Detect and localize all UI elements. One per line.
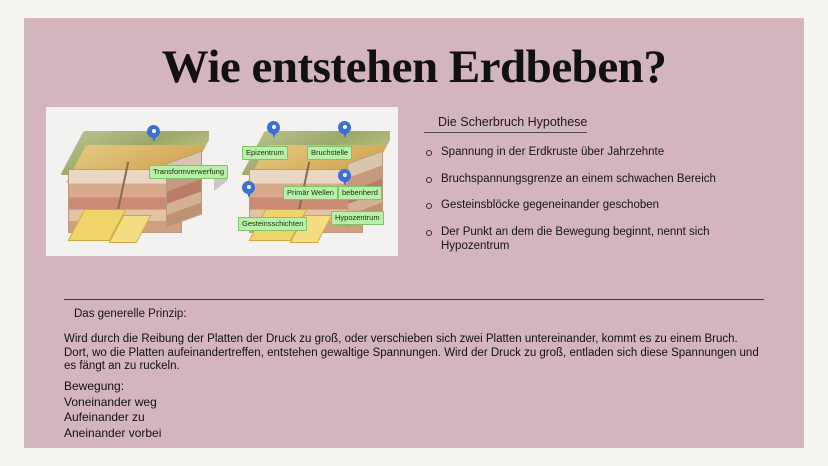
- hypothesis-bullet-1: Spannung in der Erdkruste über Jahrzehnte: [424, 145, 754, 160]
- hypothesis-bullet-3: Gesteinsblöcke gegeneinander geschoben: [424, 198, 754, 213]
- pin-tip: [246, 190, 252, 198]
- pin-tip: [151, 134, 157, 142]
- slide: [24, 18, 804, 448]
- pin-bruchstelle-icon: [338, 121, 351, 139]
- movement-item-3: Aneinander vorbei: [64, 425, 162, 440]
- page-title: Wie entstehen Erdbeben?: [161, 41, 667, 93]
- movement-item-2: Aufeinander zu: [64, 410, 145, 424]
- pin-tip: [342, 130, 348, 138]
- label-hypozentrum: Hypozentrum: [331, 211, 384, 225]
- hypothesis-heading: Die Scherbruch Hypothese: [424, 115, 587, 133]
- rock-strata-side-left: [166, 150, 202, 227]
- principle-body-text: Wird durch die Reibung der Platten der Druck zu groß, oder verschieben sich zwei Platten untereinander, kommt es zu einem Bruch. Dort, wo die Platten aufeinandertreffen, entstehen gewaltige Spannungen. Wird der Druck zu groß, entladen sich diese Spannungen und es fängt an zu ruckeln.: [64, 333, 759, 372]
- label-epizentrum: Epizentrum: [242, 146, 288, 160]
- pin-tip: [342, 178, 348, 186]
- label-bruchstelle: Bruchstelle: [307, 146, 352, 160]
- hypothesis-section: [424, 113, 754, 254]
- earthquake-diagram-image: [46, 107, 398, 256]
- principle-heading: Das generelle Prinzip:: [74, 308, 187, 320]
- movement-list: [64, 379, 464, 441]
- pin-epizentrum-icon: [267, 121, 280, 139]
- hypothesis-bullet-4: Der Punkt an dem die Bewegung beginnt, nennt sich Hypozentrum: [424, 225, 754, 254]
- pin-tip: [271, 130, 277, 138]
- pin-dot: [152, 129, 156, 133]
- pin-gesteinsschichten-icon: [242, 181, 255, 199]
- label-transformverwerfung: Transformverwerfung: [149, 165, 228, 179]
- pin-bebenherd-icon: [338, 169, 351, 187]
- label-primaer-wellen: Primär Wellen: [283, 186, 338, 200]
- section-divider: [64, 299, 764, 300]
- hypothesis-bullet-2: Bruchspannungsgrenze an einem schwachen Bereich: [424, 172, 754, 187]
- pin-dot: [247, 185, 251, 189]
- block-diagram-before: [54, 117, 209, 245]
- movement-item-1: Voneinander weg: [64, 394, 157, 409]
- label-gesteinsschichten: Gesteinsschichten: [238, 217, 307, 231]
- pin-transformverwerfung-icon: [147, 125, 160, 143]
- pin-dot: [272, 125, 276, 129]
- label-bebenherd: bebenherd: [338, 186, 382, 200]
- pin-dot: [343, 125, 347, 129]
- movement-heading: Bewegung:: [64, 379, 125, 393]
- pin-dot: [343, 173, 347, 177]
